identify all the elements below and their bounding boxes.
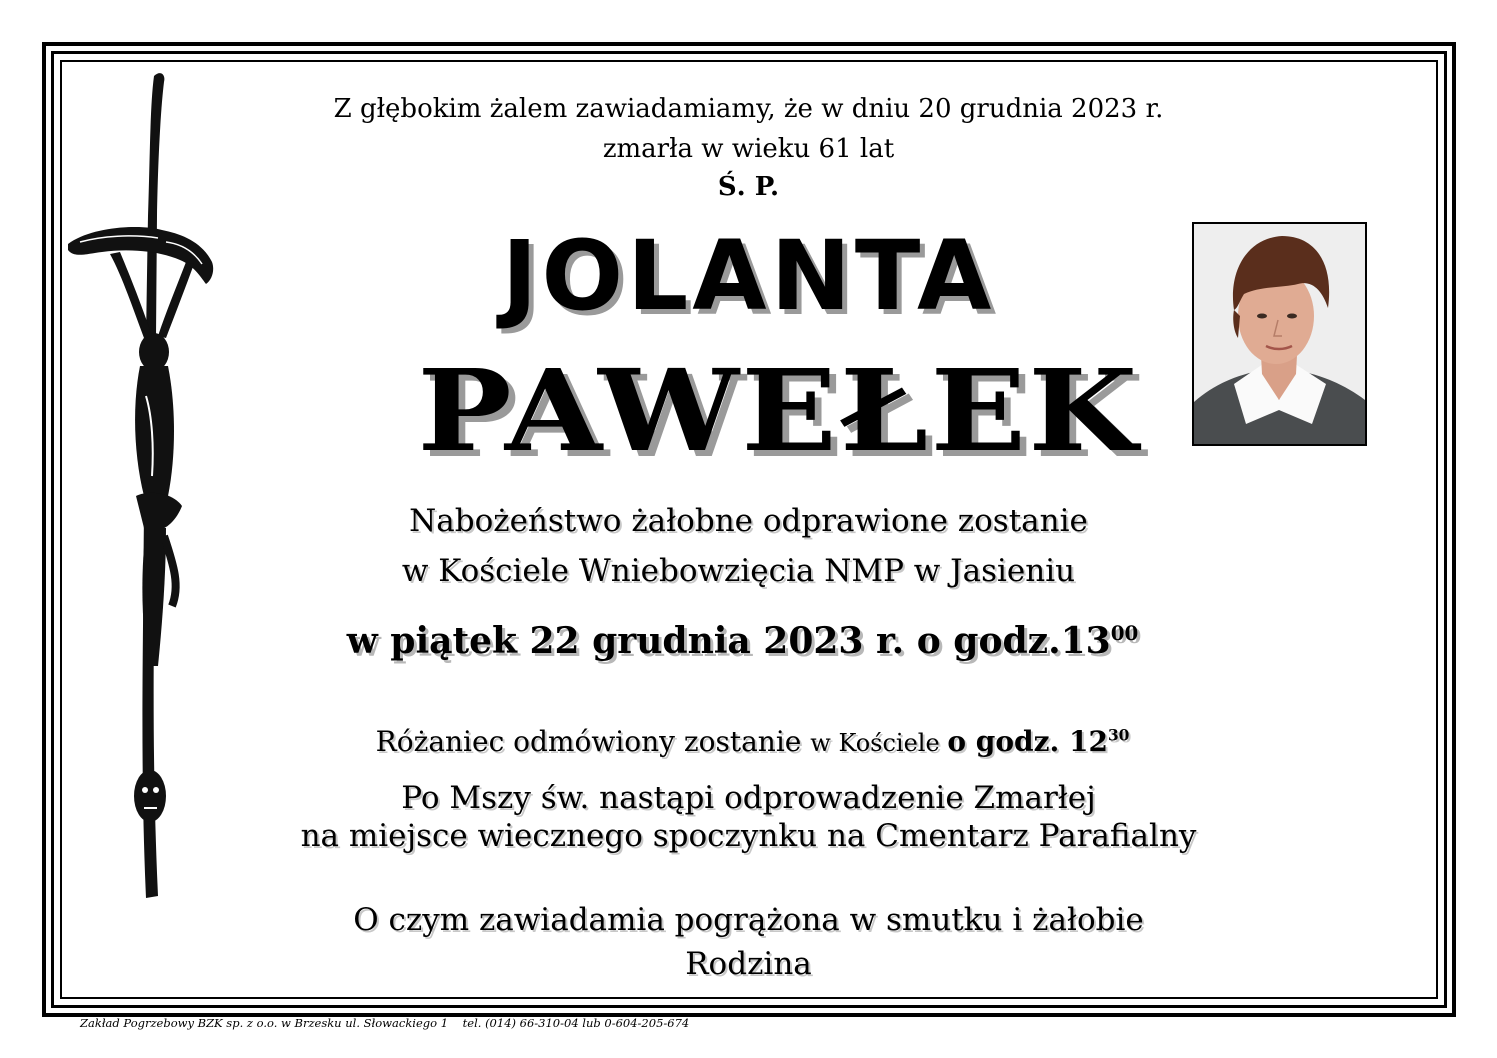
rosary-time: o godz. 12 <box>947 725 1108 758</box>
funeral-home-footer <box>80 1016 689 1030</box>
intro-line-1: Z głębokim żalem zawiadamiamy, że w dniu 20 grudnia 2023 r. <box>333 94 1164 124</box>
intro-line-2: zmarła w wieku 61 lat <box>602 134 895 164</box>
service-date <box>0 620 1491 662</box>
rosary-minutes: 30 <box>1107 726 1130 745</box>
service-line-2: w Kościele Wniebowzięcia NMP w Jasieniu <box>401 553 1076 589</box>
rosary-text-2: w Kościele <box>810 729 948 757</box>
first-name: JOLANTA <box>501 220 996 332</box>
title-prefix: Ś. P. <box>717 172 780 202</box>
service-line-1: Nabożeństwo żałobne odprawione zostanie <box>409 503 1088 539</box>
closing-line-2: Rodzina <box>685 946 812 982</box>
portrait-photo <box>1192 222 1367 446</box>
rosary-text-1: Różaniec odmówiony zostanie <box>375 725 811 758</box>
service-date-text: w piątek 22 grudnia 2023 r. o godz.13 <box>346 620 1111 662</box>
last-name: PAWEŁEK <box>417 346 1140 477</box>
service-date-minutes: 00 <box>1110 621 1139 645</box>
burial-line-2: na miejsce wiecznego spoczynku na Cmentarz Parafialny <box>300 818 1197 854</box>
burial-line-1: Po Mszy św. nastąpi odprowadzenie Zmarłej <box>401 780 1096 816</box>
closing-line-1: O czym zawiadamia pogrążona w smutku i żałobie <box>353 902 1144 938</box>
rosary-line <box>4 725 1497 758</box>
footer-company: Zakład Pogrzebowy BZK sp. z o.o. w Brzesku ul. Słowackiego 1 <box>80 1016 449 1030</box>
portrait-illustration <box>1194 224 1365 444</box>
footer-phone: tel. (014) 66-310-04 lub 0-604-205-674 <box>462 1016 690 1030</box>
